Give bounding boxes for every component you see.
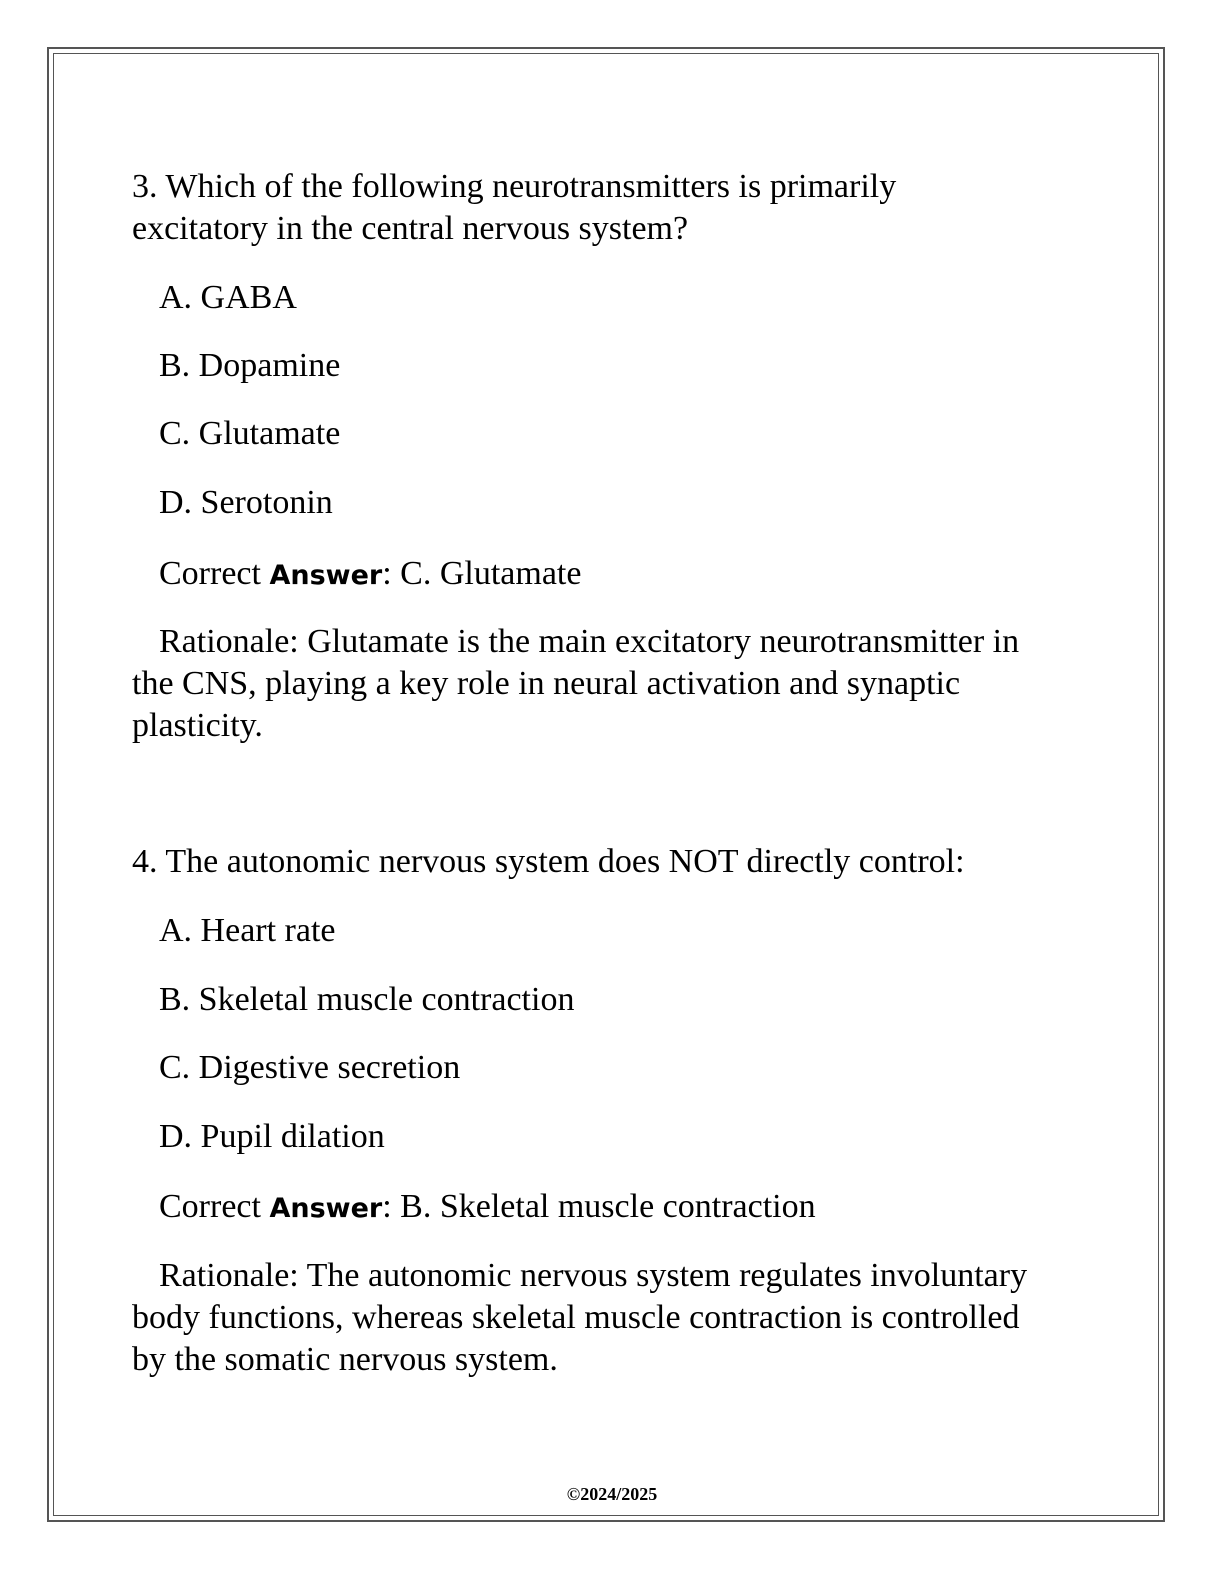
- question-4-rationale-line-2: body functions, whereas skeletal muscle contraction is controlled: [132, 1299, 1020, 1336]
- question-4-option-b: B. Skeletal muscle contraction: [159, 981, 575, 1018]
- answer-label: Answer: [269, 1193, 383, 1224]
- question-3-stem-line-2: excitatory in the central nervous system?: [132, 210, 689, 247]
- question-4-option-d: D. Pupil dilation: [159, 1118, 385, 1155]
- question-4-stem-line-1: 4. The autonomic nervous system does NOT directly control:: [132, 843, 965, 880]
- question-4-option-c: C. Digestive secretion: [159, 1049, 461, 1086]
- answer-value: : C. Glutamate: [382, 555, 582, 592]
- question-4-option-a: A. Heart rate: [159, 912, 336, 949]
- question-4-correct-answer: [159, 1186, 816, 1230]
- question-4-rationale-line-3: by the somatic nervous system.: [132, 1341, 558, 1378]
- copyright-footer: ©2024/2025: [566, 1484, 658, 1504]
- answer-label: Answer: [269, 560, 383, 591]
- question-3-rationale-line-3: plasticity.: [132, 707, 263, 744]
- question-3-rationale-line-2: the CNS, playing a key role in neural activation and synaptic: [132, 665, 961, 702]
- question-3-option-b: B. Dopamine: [159, 347, 341, 384]
- answer-value: : B. Skeletal muscle contraction: [382, 1188, 816, 1225]
- answer-prefix: Correct: [159, 555, 270, 592]
- answer-prefix: Correct: [159, 1188, 270, 1225]
- question-3-option-c: C. Glutamate: [159, 415, 341, 452]
- question-3-correct-answer: [159, 553, 581, 597]
- question-4-rationale-line-1: Rationale: The autonomic nervous system regulates involuntary: [159, 1257, 1028, 1294]
- question-3-option-a: A. GABA: [159, 279, 297, 316]
- question-3-stem-line-1: 3. Which of the following neurotransmitters is primarily: [132, 168, 897, 205]
- question-3-option-d: D. Serotonin: [159, 484, 333, 521]
- question-3-rationale-line-1: Rationale: Glutamate is the main excitatory neurotransmitter in: [159, 623, 1020, 660]
